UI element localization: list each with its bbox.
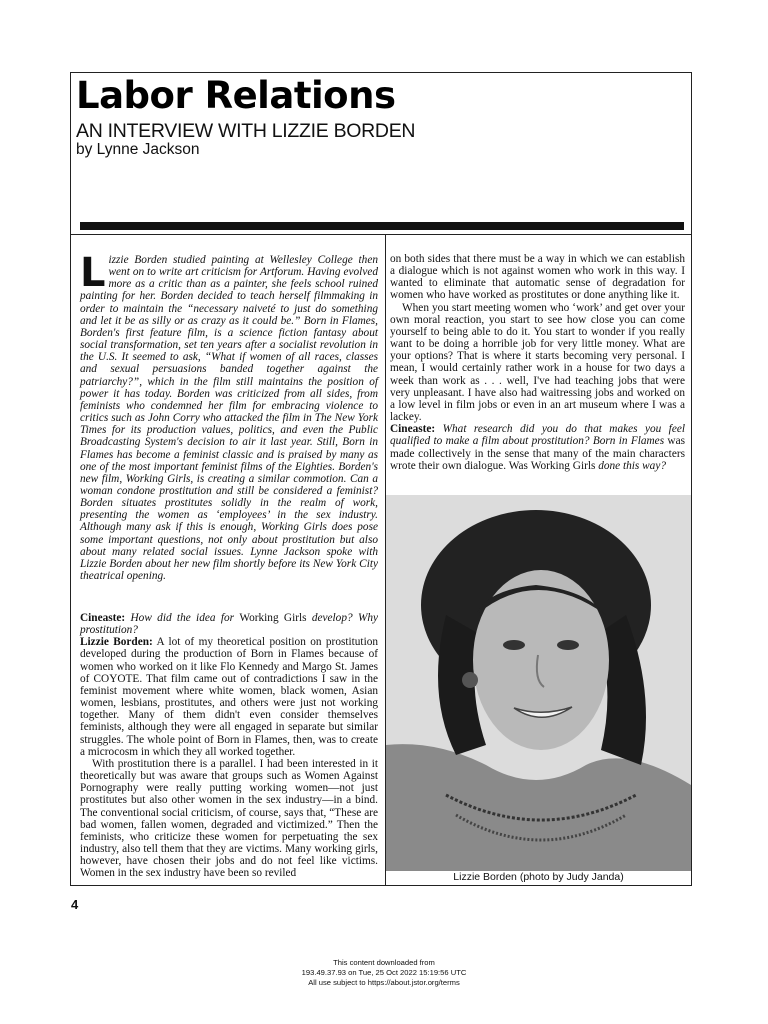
answer-1-continued: on both sides that there must be a way in which we can establish a dialogue which is not against women who work in this way. I wanted to eliminate that automatic sense of degradation for women who have worked as prostitutes or done anything like it. — [390, 253, 685, 302]
footer-line-3: All use subject to https://about.jstor.org/terms — [308, 978, 460, 988]
article-subtitle: AN INTERVIEW WITH LIZZIE BORDEN — [76, 120, 416, 142]
answer-1 — [80, 636, 378, 758]
answer-1-text: A lot of my theoretical position on prostitution developed during the production of Born in Flames because of women who worked on it like Flo Kennedy and Margo St. James of COYOTE. That film came out of contradictions I saw in the feminist movement where white women, black women, Asian women, lesbians, prostitutes, and others were just not working together. Many of them didn't even consider themselves feminists, although they were all engaged in separate but similar struggles. The whole point of Born in Flames, then, was to create a microcosm in which they all worked together. — [80, 636, 379, 758]
article-title: Labor Relations — [76, 74, 396, 117]
intro-paragraph — [80, 250, 378, 583]
question-2 — [390, 423, 685, 472]
question-1-film-title: Working Girls — [239, 612, 307, 624]
portrait-photo — [386, 495, 691, 871]
left-column-body — [80, 612, 378, 879]
answer-1-paragraph-3: When you start meeting women who ‘work’ and get over your own moral reaction, you start to see how close you can come yourself to being able to do it. You start to wonder if you really want to be doing a horrible job for very little money. What are your options? That is where it starts becoming very personal. I mean, I would certainly rather work in a house for two days a week than work as . . . well, I've had teaching jobs that were very unpleasant. I have also had waitressing jobs and worked on a low level in film jobs or even in an art museum where I was a lackey. — [390, 301, 685, 424]
footer-line-2: 193.49.37.93 on Tue, 25 Oct 2022 15:19:56 UTC — [301, 968, 467, 978]
question-2-text: What research did you do that makes you feel qualified to make a film about prostitution? Born in Flames — [390, 423, 685, 448]
article-byline: by Lynne Jackson — [76, 141, 200, 158]
answer-1-paragraph-2: With prostitution there is a parallel. I had been interested in it theoretically but was aware that groups such as Women Against Pornography were really putting working women—not just prostitutes but also other women in the sex industry—in a bind. The conventional social criticism, of course, says that, “These are bad women, fallen women, degraded and victimized.” Then the feminists, who criticize these women for perpetuating the sex industry, also tell them that they are victims. Many working girls, however, have chosen their jobs and do not feel like victims. Women in the sex industry have been so reviled — [80, 757, 378, 880]
answer-1-speaker: Lizzie Borden: — [80, 636, 153, 649]
right-column-body — [390, 253, 685, 472]
question-1-text: How did the idea for — [130, 612, 235, 624]
intro-text: izzie Borden studied painting at Wellesley College then went on to write art criticism for Artforum. Having evolved more as a critic than as a painter, she feels school ruined painting for her. Borden decided to teach herself filmmaking in order to maintain the “necessary naiveté to just do something and let it be as silly or as crazy as it could be.” Born in Flames, Borden's first feature film, is a science fiction fantasy about social transformation, set ten years after a socialist revolution in the U.S. It seemed to ask, “What if women of all races, classes and sexual persuasions banded together against the patriarchy?”, which in the film still maintains the position of power it has today. Borden was criticized from all sides, from feminists who condemned her film for embracing violence to critics such as John Corry who attacked the film in The New York Times for its production values, politics, and even the Public Broadcasting System's decision to air it last year. Still, Born in Flames has become a feminist classic and is praised by many as one of the most important feminist films of the Eighties. Borden's new film, Working Girls, is creating a similar commotion. Can a woman condone prostitution and still be considered a feminist? Borden situates prostitutes solidly in the realm of work, presenting the women as ‘employees’ in the sex industry. Although many ask if this is enough, Working Girls does pose some important questions, not only about prostitution but also about many related social issues. Lynne Jackson spoke with Lizzie Borden about her new film shortly before its New York City theatrical opening. — [80, 254, 378, 583]
question-2-text-roman: was made collectively in the sense that many of the main characters wrote their own dialogue. Was — [390, 435, 685, 472]
footer-line-1: This content downloaded from — [333, 958, 435, 967]
question-1-text-end: develop? Why prostitution? — [80, 612, 379, 637]
drop-cap: L — [80, 250, 106, 296]
download-notice — [234, 958, 534, 989]
portrait-illustration — [386, 495, 691, 871]
question-2-text-end: done this way? — [598, 459, 666, 472]
photo-caption: Lizzie Borden (photo by Judy Janda) — [453, 871, 624, 883]
title-bar — [80, 222, 684, 230]
question-1-speaker: Cineaste: — [80, 612, 126, 624]
question-2-speaker: Cineaste: — [390, 423, 436, 436]
question-2-film-title: Working Girls — [530, 459, 596, 472]
question-1 — [80, 612, 378, 636]
page-number: 4 — [71, 897, 79, 912]
header-divider — [70, 234, 692, 235]
